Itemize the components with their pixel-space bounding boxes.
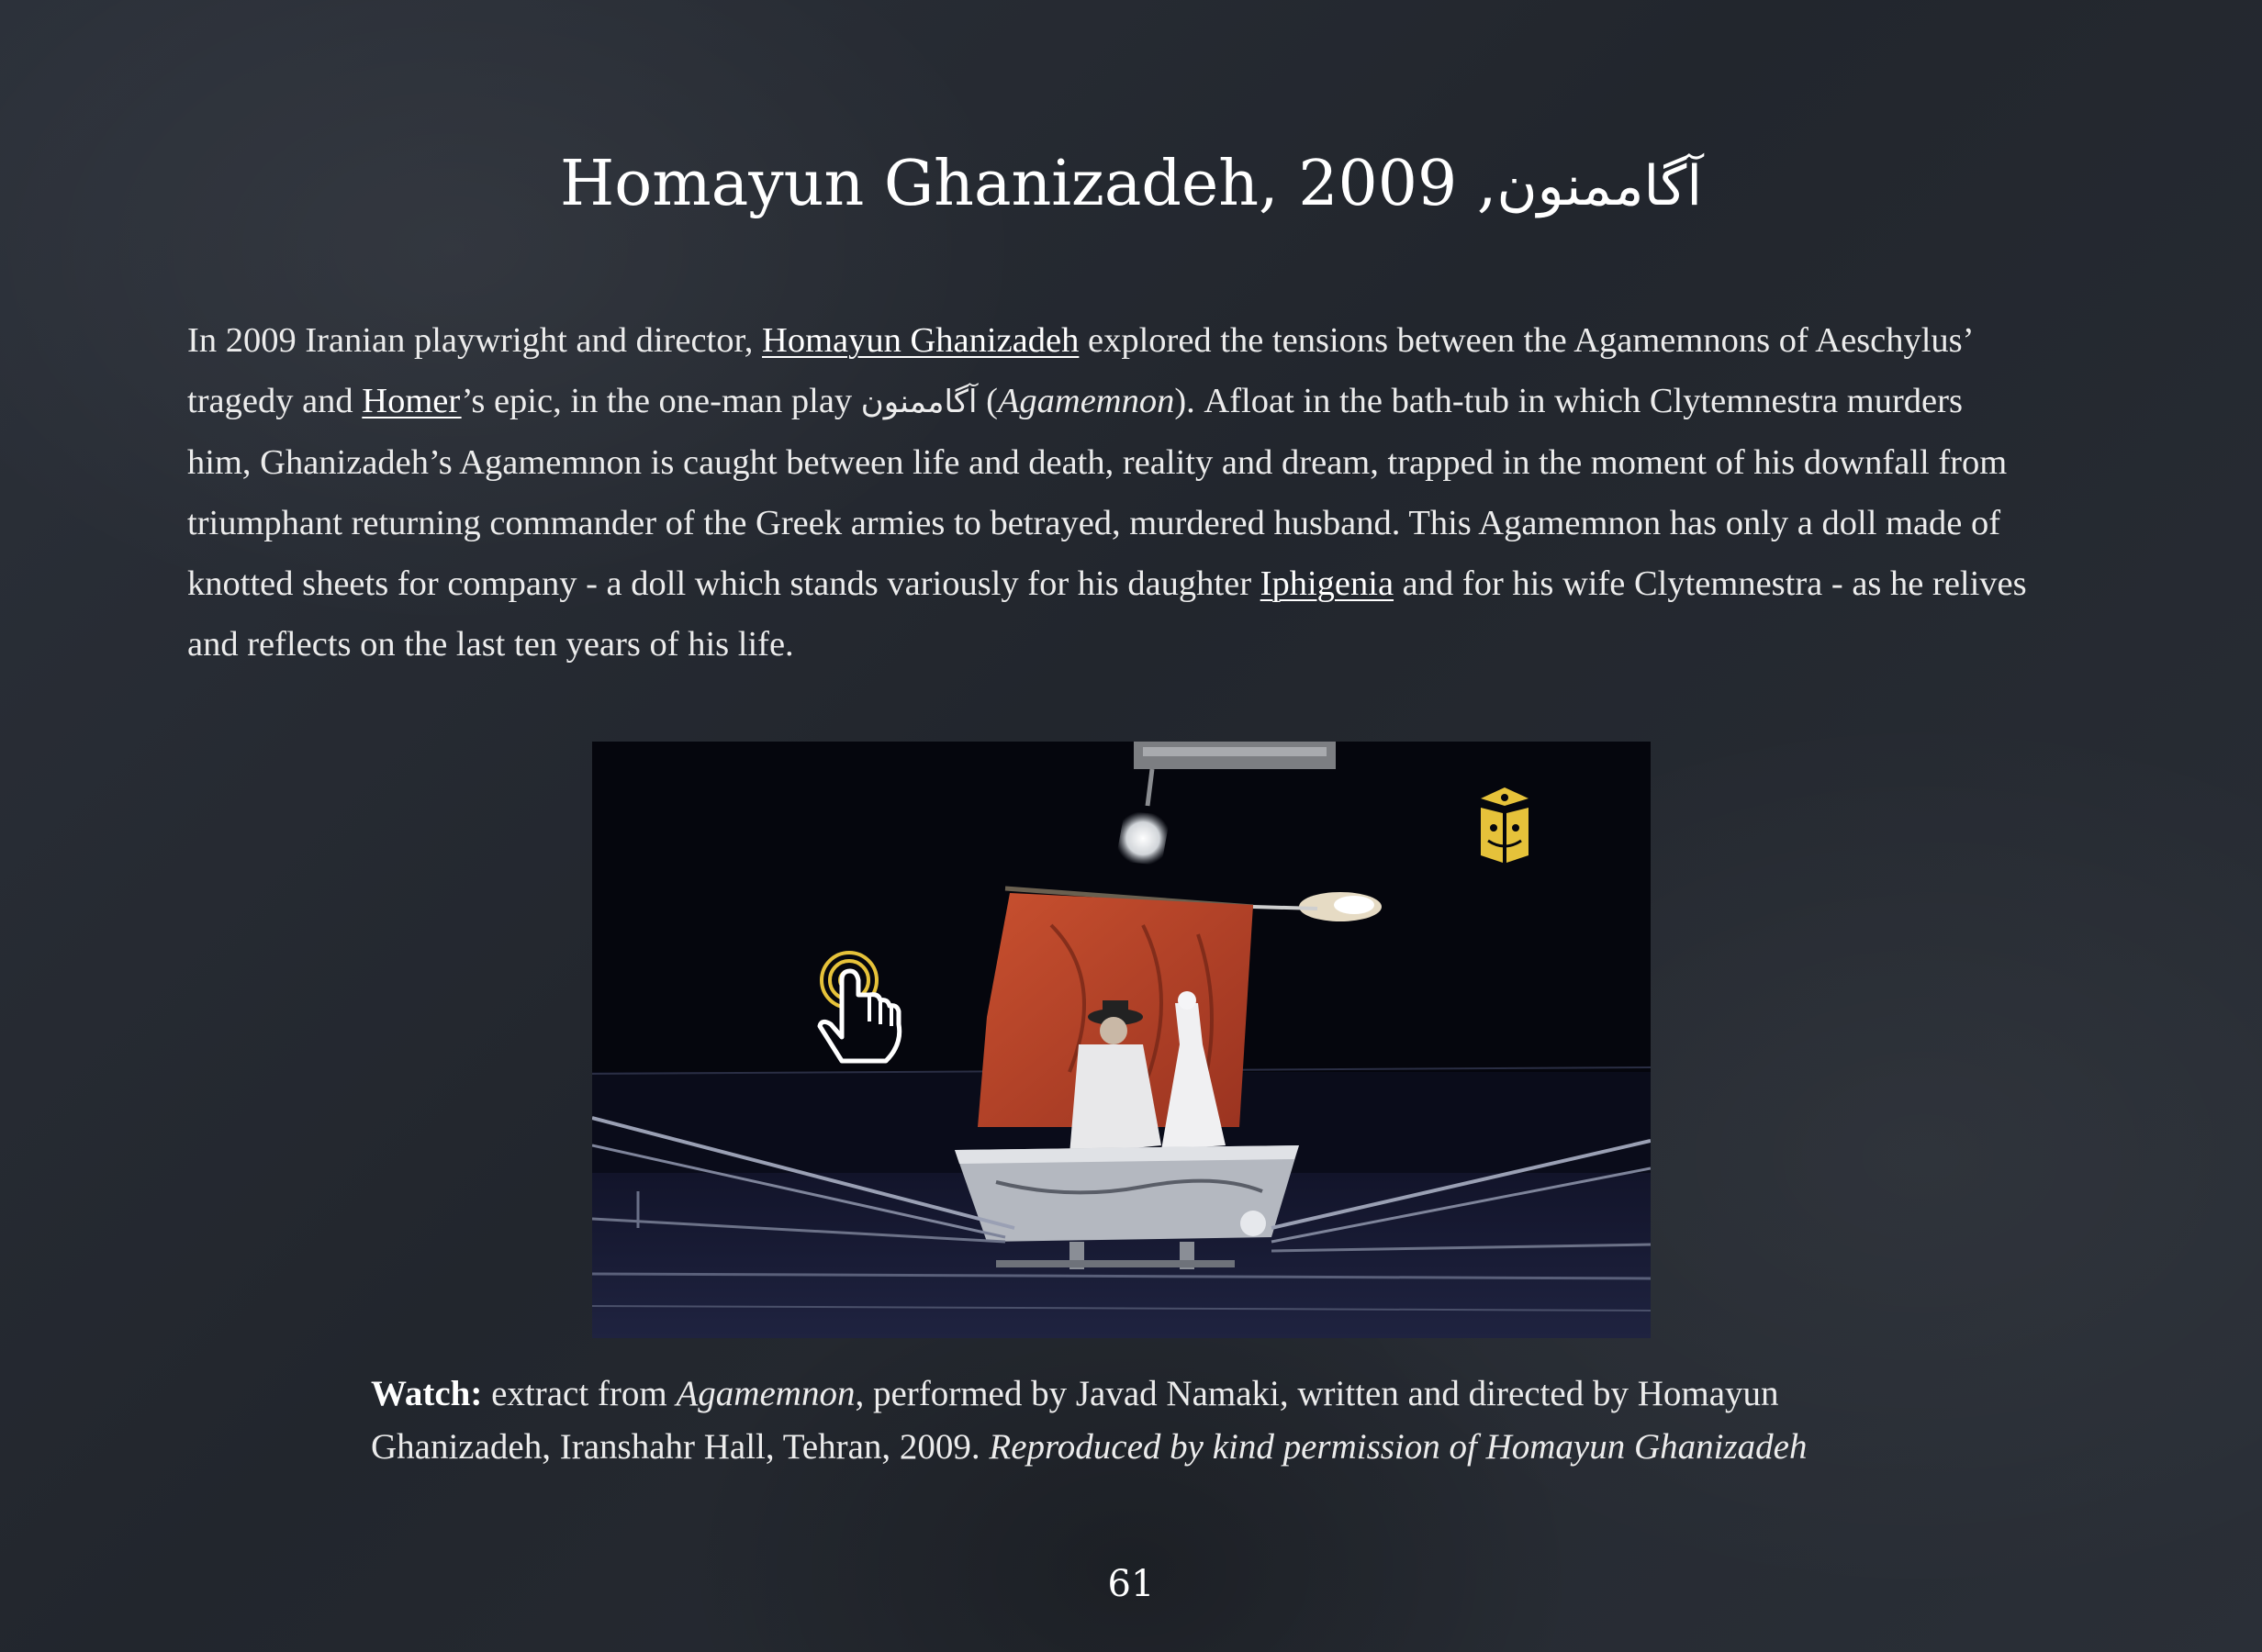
video-player[interactable] — [592, 742, 1651, 1338]
caption-lead: Watch: — [371, 1374, 483, 1413]
caption-credit: Reproduced by kind permission of Homayun Ghanizadeh — [989, 1427, 1808, 1467]
paragraph-text: In 2009 Iranian playwright and director, — [187, 321, 763, 360]
title-persian: آگاممنون — [1496, 154, 1703, 218]
paragraph-text: ( — [977, 382, 998, 420]
performer-hat — [1103, 1000, 1128, 1017]
title-year: 2009 — [1298, 148, 1458, 220]
link-iphigenia[interactable]: Iphigenia — [1260, 564, 1394, 603]
page-number: 61 — [1107, 1563, 1155, 1605]
performer-head — [1100, 1017, 1127, 1044]
title-separator: , — [1258, 148, 1299, 220]
body-paragraph — [187, 310, 2032, 675]
caption-text: extract from — [482, 1374, 677, 1413]
caption-play-title: Agamemnon — [676, 1374, 856, 1413]
paragraph-play-title: Agamemnon — [997, 382, 1175, 420]
caption-text: , performed by Javad Namaki, written and directed by Homayun Ghanizadeh, Iranshahr Hall, Tehran, 2009. — [371, 1374, 1779, 1467]
paragraph-text: and for his wife Clytemnestra - as he relives and reflects on the last ten years of his life. — [187, 564, 2027, 664]
page-title — [0, 147, 2262, 222]
paragraph-text: ’s epic, in the one-man play — [461, 382, 861, 420]
paragraph-persian-title: آگاممنون — [860, 384, 978, 420]
video-frame — [592, 742, 1651, 1338]
link-homer[interactable]: Homer — [362, 382, 462, 420]
stage-lamp — [1115, 811, 1170, 865]
title-name: Homayun Ghanizadeh — [559, 148, 1259, 220]
paragraph-text: ). Afloat in the bath-tub in which Clytemnestra murders him, Ghanizadeh’s Agamemnon is caught between life and death, reality and dream, trapped in the moment of his downfall from triumphant returning commander of the Greek armies to betrayed, murdered husband. This Agamemnon has only a doll made of knotted sheets for company - a doll which stands variously for his daughter — [187, 382, 2008, 603]
ceiling-rig-bar — [1143, 747, 1327, 756]
torch-flame-core — [1334, 896, 1374, 914]
bathtub-fixture — [1240, 1211, 1266, 1236]
torch-handle — [1253, 907, 1317, 909]
doll-head — [1178, 991, 1196, 1010]
video-caption — [371, 1367, 1932, 1474]
paragraph-text: explored the tensions between the Agamemnons of Aeschylus’ tragedy and — [187, 321, 1972, 420]
link-homayun-ghanizadeh[interactable]: Homayun Ghanizadeh — [762, 321, 1080, 360]
tub-base — [996, 1260, 1235, 1267]
title-separator: , — [1457, 148, 1497, 220]
